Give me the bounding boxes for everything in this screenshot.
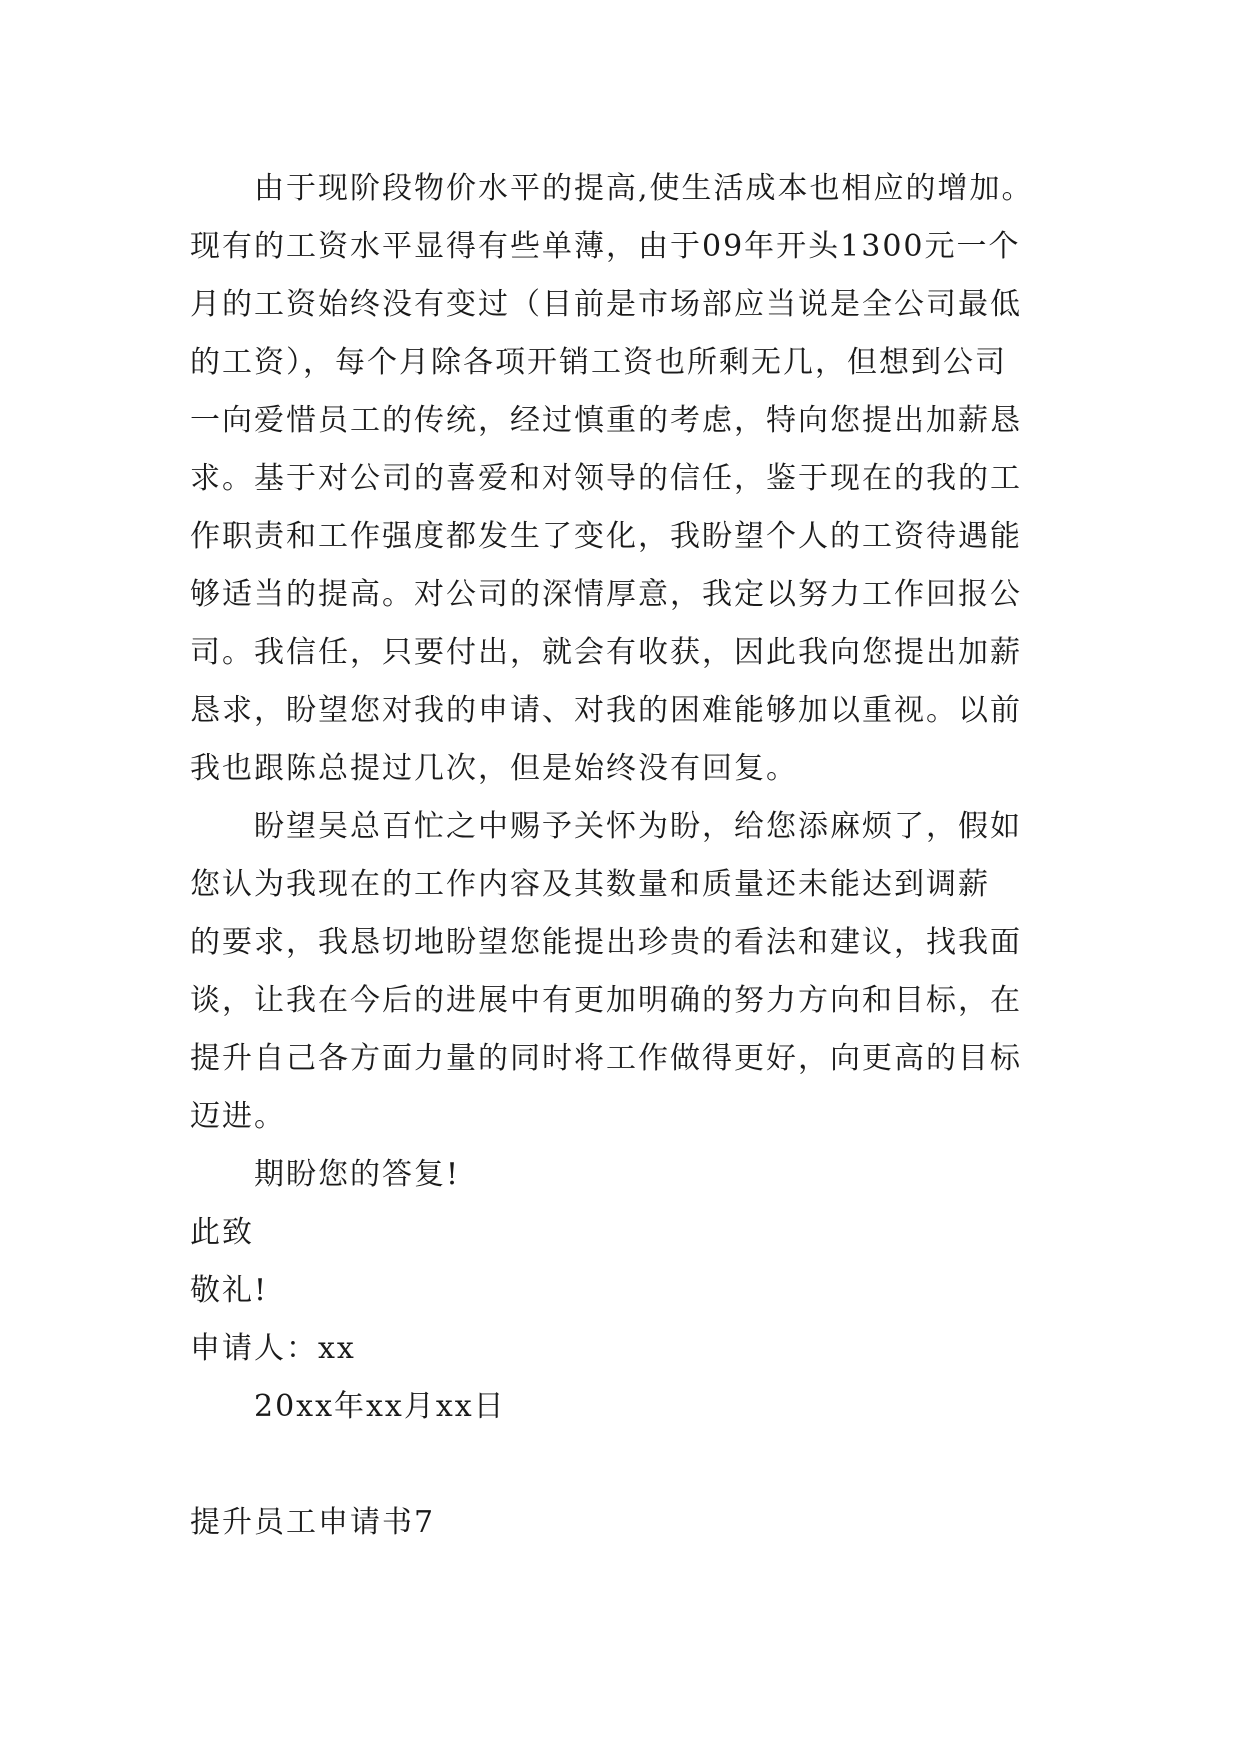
paragraph-line: 月的工资始终没有变过（目前是市场部应当说是全公司最低 <box>190 287 1022 322</box>
paragraph-line: 迈进。 <box>190 1099 286 1134</box>
paragraph-line: 的工资），每个月除各项开销工资也所剩无几，但想到公司 <box>190 345 1007 380</box>
paragraph-line: 够适当的提高。对公司的深情厚意，我定以努力工作回报公 <box>190 577 1022 612</box>
next-section-heading: 提升员工申请书7 <box>190 1505 436 1540</box>
paragraph-line: 盼望吴总百忙之中赐予关怀为盼，给您添麻烦了，假如 <box>254 809 1022 844</box>
paragraph-line: 的要求，我恳切地盼望您能提出珍贵的看法和建议，找我面 <box>190 925 1022 960</box>
date-line: 20xx年xx月xx日 <box>254 1389 506 1424</box>
closing-line: 期盼您的答复! <box>254 1157 461 1192</box>
paragraph-line: 提升自己各方面力量的同时将工作做得更好，向更高的目标 <box>190 1041 1022 1076</box>
salutation-line-2: 敬礼! <box>190 1273 269 1308</box>
paragraph-line: 求。基于对公司的喜爱和对领导的信任，鉴于现在的我的工 <box>190 461 1022 496</box>
paragraph-line: 由于现阶段物价水平的提高,使生活成本也相应的增加。 <box>254 171 1034 206</box>
letter-body <box>190 160 1050 1552</box>
applicant-line: 申请人：xx <box>190 1331 356 1366</box>
section-gap <box>190 1436 1050 1494</box>
paragraph-line: 谈，让我在今后的进展中有更加明确的努力方向和目标，在 <box>190 983 1022 1018</box>
paragraph-line: 司。我信任，只要付出，就会有收获，因此我向您提出加薪 <box>190 635 1022 670</box>
paragraph-1 <box>190 160 1050 798</box>
paragraph-line: 您认为我现在的工作内容及其数量和质量还未能达到调薪 <box>190 867 990 902</box>
paragraph-line: 作职责和工作强度都发生了变化，我盼望个人的工资待遇能 <box>190 519 1022 554</box>
paragraph-2 <box>190 798 1050 1146</box>
salutation-line-1: 此致 <box>190 1215 254 1250</box>
paragraph-line: 恳求，盼望您对我的申请、对我的困难能够加以重视。以前 <box>190 693 1022 728</box>
paragraph-line: 我也跟陈总提过几次，但是始终没有回复。 <box>190 751 798 786</box>
paragraph-line: 一向爱惜员工的传统，经过慎重的考虑，特向您提出加薪恳 <box>190 403 1022 438</box>
paragraph-line: 现有的工资水平显得有些单薄，由于09年开头1300元一个 <box>190 229 1021 264</box>
